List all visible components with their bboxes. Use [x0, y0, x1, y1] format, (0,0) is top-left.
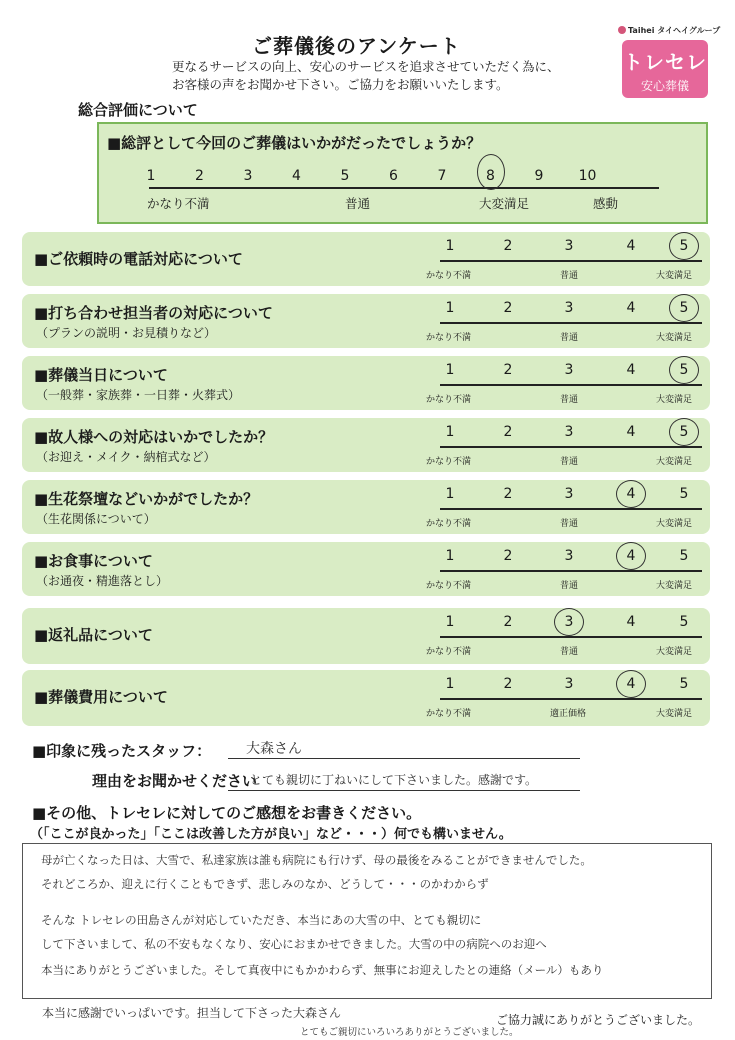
other-comments-sub: （「ここが良かった」「ここは改善した方が良い」など・・・）何でも構いません。	[30, 827, 512, 842]
rating-label-mid: 普通	[560, 519, 579, 529]
question-title: ■ご依頼時の電話対応について	[34, 250, 243, 268]
selected-rating-circle	[669, 294, 699, 322]
rating-label-high: 大変満足	[656, 333, 693, 343]
rating-number[interactable]: 3	[564, 548, 574, 564]
rating-label-high: 大変満足	[656, 709, 693, 719]
rating-number[interactable]: 4	[626, 486, 636, 502]
page-title: ご葬儀後のアンケート	[252, 34, 461, 58]
rating-number[interactable]: 4	[626, 424, 636, 440]
free-comment-box	[22, 843, 712, 999]
rating-number[interactable]: 2	[503, 238, 513, 254]
rating-number[interactable]: 5	[679, 238, 689, 254]
rating-number[interactable]: 1	[445, 238, 455, 254]
rating-number[interactable]: 4	[626, 300, 636, 316]
selected-rating-circle	[477, 154, 505, 190]
question-card	[22, 418, 710, 472]
brand-mark-icon	[618, 26, 626, 34]
overall-scale-number[interactable]: 1	[146, 168, 156, 184]
rating-label-low: かなり不満	[426, 333, 472, 343]
rating-number[interactable]: 3	[564, 676, 574, 692]
rating-number[interactable]: 4	[626, 614, 636, 630]
question-title: ■葬儀費用について	[34, 688, 168, 706]
overall-scale-number[interactable]: 5	[340, 168, 350, 184]
overall-section-label: 総合評価について	[78, 101, 198, 119]
overall-rating-box	[97, 122, 708, 224]
rating-number[interactable]: 2	[503, 486, 513, 502]
selected-rating-circle	[616, 670, 646, 698]
rating-number[interactable]: 2	[503, 676, 513, 692]
question-subtitle: （お迎え・メイク・納棺式など）	[36, 450, 216, 464]
rating-number[interactable]: 5	[679, 300, 689, 316]
overall-scale-number[interactable]: 10	[578, 168, 597, 184]
rating-label-high: 大変満足	[656, 647, 693, 657]
question-card	[22, 294, 710, 348]
comment-line: それどころか、迎えに行くこともできず、悲しみのなか、どうして・・・のかわからず	[41, 877, 489, 891]
overall-scale-line	[149, 187, 659, 189]
reason-answer-line	[228, 790, 580, 791]
other-comments-label: ■その他、トレセレに対してのご感想をお書きください。	[32, 804, 422, 822]
rating-label-mid: 普通	[560, 647, 579, 657]
comment-line: そんな トレセレの田島さんが対応していただき、本当にあの大雪の中、とても親切に	[41, 913, 482, 927]
logo-tagline: 安心葬儀	[640, 79, 689, 93]
rating-label-mid: 普通	[560, 395, 579, 405]
rating-number[interactable]: 1	[445, 676, 455, 692]
question-title: ■お食事について	[34, 552, 153, 570]
rating-number[interactable]: 2	[503, 614, 513, 630]
rating-number[interactable]: 4	[626, 362, 636, 378]
rating-number[interactable]: 3	[564, 300, 574, 316]
rating-number[interactable]: 5	[679, 614, 689, 630]
closing-handwritten-line2: とてもご親切にいろいろありがとうございました。	[300, 1027, 519, 1038]
closing-handwritten-line1: 本当に感謝でいっぱいです。担当して下さった大森さん	[42, 1006, 342, 1020]
rating-label-mid: 適正価格	[550, 709, 587, 719]
overall-label-mid: 普通	[345, 196, 371, 211]
rating-scale-line	[440, 636, 702, 638]
question-subtitle: （お通夜・精進落とし）	[36, 574, 169, 588]
rating-label-low: かなり不満	[426, 395, 472, 405]
selected-rating-circle	[669, 232, 699, 260]
rating-number[interactable]: 1	[445, 424, 455, 440]
comment-line: して下さいまして、私の不安もなくなり、安心におまかせできました。大雪の中の病院へのお迎へ	[41, 937, 547, 951]
tresere-logo	[622, 40, 708, 98]
comment-line: 母が亡くなった日は、大雪で、私達家族は誰も病院にも行けず、母の最後をみることができませんでした。	[41, 853, 592, 867]
rating-number[interactable]: 3	[564, 238, 574, 254]
rating-number[interactable]: 1	[445, 614, 455, 630]
question-subtitle: （生花関係について）	[36, 512, 156, 526]
rating-number[interactable]: 4	[626, 676, 636, 692]
overall-label-low: かなり不満	[147, 196, 210, 211]
overall-scale-number[interactable]: 3	[243, 168, 253, 184]
rating-number[interactable]: 2	[503, 362, 513, 378]
rating-scale-line	[440, 570, 702, 572]
question-title: ■葬儀当日について	[34, 366, 168, 384]
reason-label: 理由をお聞かせください	[92, 772, 258, 790]
rating-scale-line	[440, 384, 702, 386]
rating-scale-line	[440, 446, 702, 448]
rating-scale-line	[440, 260, 702, 262]
staff-answer-line	[228, 758, 580, 759]
rating-number[interactable]: 5	[679, 676, 689, 692]
rating-number[interactable]: 1	[445, 486, 455, 502]
question-card	[22, 670, 710, 726]
rating-label-high: 大変満足	[656, 395, 693, 405]
rating-number[interactable]: 5	[679, 362, 689, 378]
rating-scale-line	[440, 508, 702, 510]
rating-number[interactable]: 3	[564, 362, 574, 378]
rating-number[interactable]: 3	[564, 424, 574, 440]
rating-number[interactable]: 3	[564, 486, 574, 502]
overall-label-high: 大変満足	[479, 196, 530, 211]
question-card	[22, 356, 710, 410]
rating-number[interactable]: 2	[503, 300, 513, 316]
rating-number[interactable]: 2	[503, 548, 513, 564]
rating-number[interactable]: 1	[445, 300, 455, 316]
selected-rating-circle	[616, 480, 646, 508]
overall-scale-number[interactable]: 7	[437, 168, 447, 184]
rating-label-low: かなり不満	[426, 457, 472, 467]
selected-rating-circle	[554, 608, 584, 636]
selected-rating-circle	[669, 418, 699, 446]
staff-answer: 大森さん	[246, 741, 302, 757]
question-title: ■打ち合わせ担当者の対応について	[34, 304, 273, 322]
overall-scale-number[interactable]: 6	[389, 168, 398, 184]
rating-label-low: かなり不満	[426, 271, 472, 281]
intro-text-line1: 更なるサービスの向上、安心のサービスを追求させていただく為に、	[172, 59, 560, 74]
rating-number[interactable]: 5	[679, 424, 689, 440]
intro-text-line2: お客様の声をお聞かせ下さい。ご協力をお願いいたします。	[172, 77, 509, 92]
question-subtitle: （プランの説明・お見積りなど）	[36, 326, 217, 340]
question-title: ■生花祭壇などいかがでしたか？	[34, 490, 259, 508]
overall-label-top: 感動	[593, 196, 619, 211]
rating-label-low: かなり不満	[426, 709, 472, 719]
rating-number[interactable]: 5	[679, 548, 689, 564]
selected-rating-circle	[669, 356, 699, 384]
selected-rating-circle	[616, 542, 646, 570]
overall-scale-number[interactable]: 8	[486, 168, 495, 184]
rating-number[interactable]: 1	[445, 548, 455, 564]
reason-answer: とても親切に丁ねいにして下さいました。感謝です。	[250, 773, 538, 787]
overall-question: ■総評として今回のご葬儀はいかがだったでしょうか？	[107, 134, 482, 152]
rating-number[interactable]: 5	[679, 486, 689, 502]
question-card	[22, 232, 710, 286]
rating-label-mid: 普通	[560, 457, 579, 467]
question-title: ■返礼品について	[34, 626, 153, 644]
question-card	[22, 542, 710, 596]
thank-you-note: ご協力誠にありがとうございました。	[496, 1013, 701, 1027]
rating-label-mid: 普通	[560, 581, 579, 591]
logo-name: トレセレ	[623, 50, 707, 74]
rating-label-mid: 普通	[560, 333, 579, 343]
question-title: ■故人様への対応はいかでしたか？	[34, 428, 274, 446]
rating-label-high: 大変満足	[656, 271, 693, 281]
brand-logo-text: Taihei タイヘイグループ	[618, 25, 720, 36]
staff-label: ■印象に残ったスタッフ：	[32, 742, 212, 760]
rating-label-high: 大変満足	[656, 519, 693, 529]
question-card	[22, 608, 710, 664]
rating-number[interactable]: 4	[626, 548, 636, 564]
rating-number[interactable]: 1	[445, 362, 455, 378]
rating-label-low: かなり不満	[426, 647, 472, 657]
question-card	[22, 480, 710, 534]
overall-scale-number[interactable]: 2	[195, 168, 204, 184]
rating-label-high: 大変満足	[656, 581, 693, 591]
rating-number[interactable]: 3	[564, 614, 574, 630]
overall-scale-number[interactable]: 9	[534, 168, 544, 184]
rating-label-mid: 普通	[560, 271, 579, 281]
comment-line: 本当にありがとうございました。そして真夜中にもかかわらず、無事にお迎えしたとの連絡（メール）もあり	[41, 963, 604, 977]
rating-scale-line	[440, 698, 702, 700]
rating-label-low: かなり不満	[426, 581, 472, 591]
question-subtitle: （一般葬・家族葬・一日葬・火葬式）	[36, 388, 241, 402]
rating-number[interactable]: 4	[626, 238, 636, 254]
overall-scale-number[interactable]: 4	[292, 168, 301, 184]
rating-number[interactable]: 2	[503, 424, 513, 440]
rating-label-low: かなり不満	[426, 519, 472, 529]
rating-scale-line	[440, 322, 702, 324]
rating-label-high: 大変満足	[656, 457, 693, 467]
